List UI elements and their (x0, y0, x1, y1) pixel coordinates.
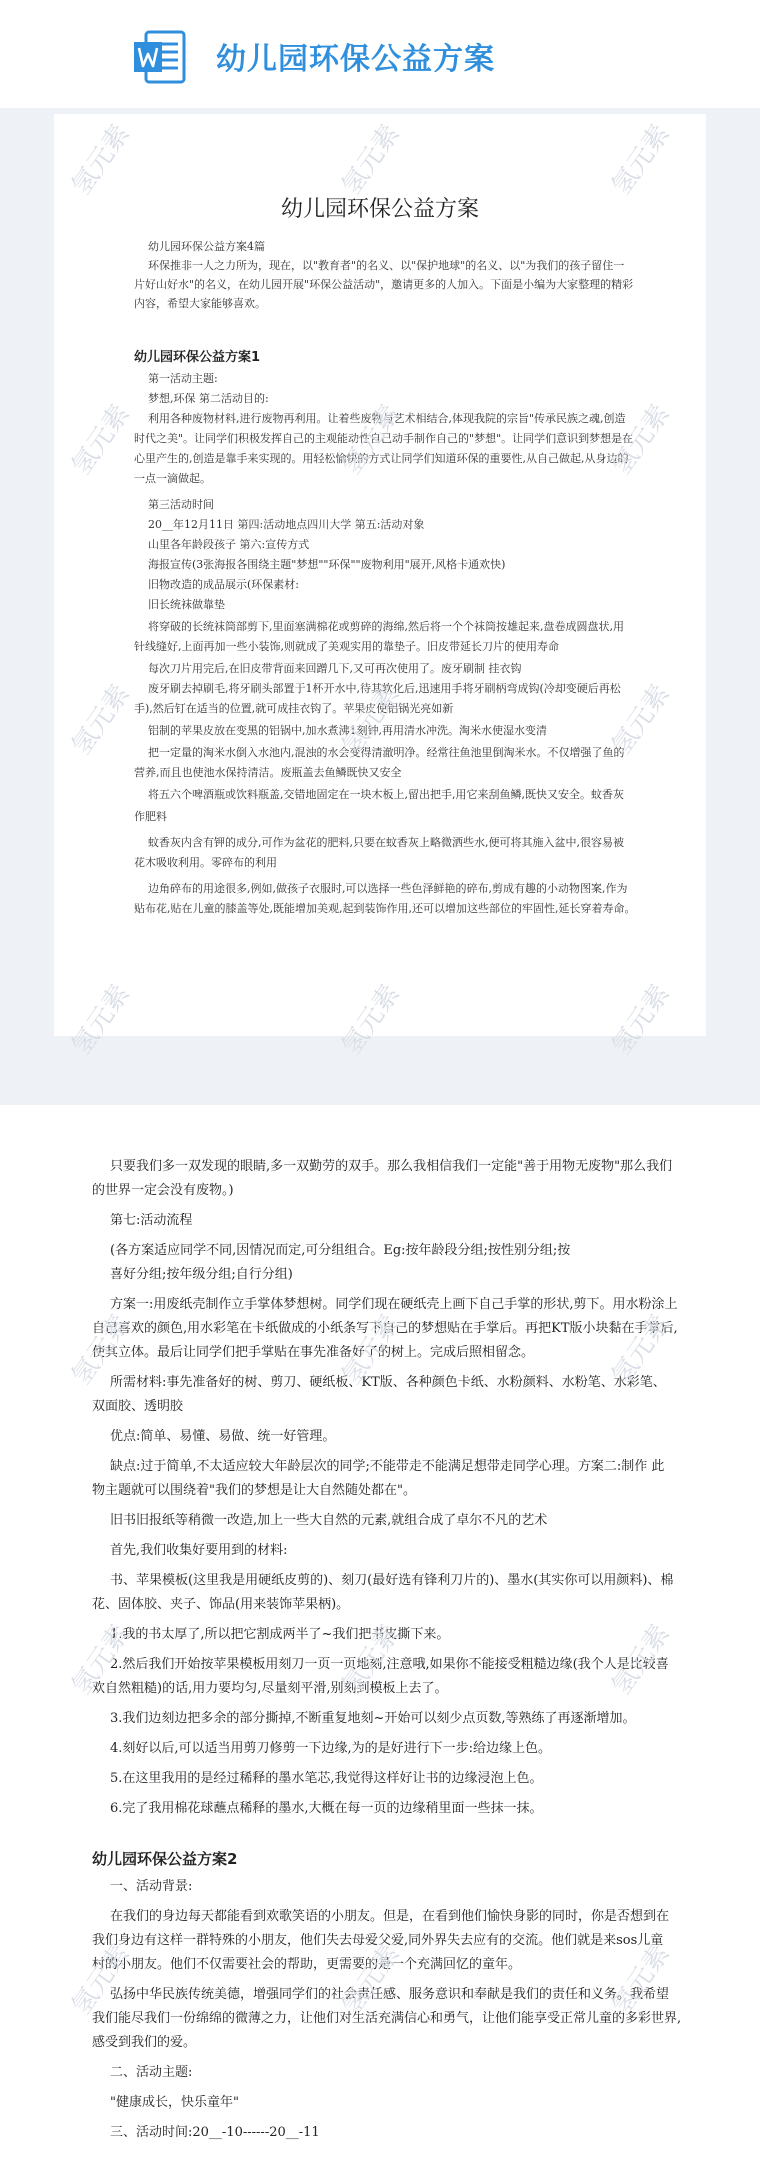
watermark-text: 氢元素 (336, 119, 406, 201)
doc-line: 把一定量的淘米水倒入水池内,混浊的水会变得清澈明净。经常往鱼池里倒淘米水。不仅增强了鱼的 (148, 746, 625, 759)
watermark-text: 氢元素 (336, 1619, 406, 1701)
word-document-icon (132, 30, 188, 86)
doc-line: 贴布花,贴在儿童的膝盖等处,既能增加美观,起到装饰作用,还可以增加这些部位的牢固性,延长穿着寿命。 (134, 902, 636, 915)
doc-line: 首先,我们收集好要用到的材料: (110, 1543, 288, 1558)
doc-line: 5.在这里我用的是经过稀释的墨水笔芯,我觉得这样好让书的边缘浸泡上色。 (110, 1771, 543, 1786)
watermark-text: 氢元素 (606, 679, 676, 761)
doc-line: 花、固体胶、夹子、饰品(用来装饰苹果柄)。 (92, 1597, 350, 1612)
doc-line: 山里各年龄段孩子 第六:宣传方式 (148, 538, 310, 551)
doc-line: 6.完了我用棉花球蘸点稀释的墨水,大概在每一页的边缘稍里面一些抹一抹。 (110, 1801, 543, 1816)
doc-line: 边角碎布的用途很多,例如,做孩子衣服时,可以选择一些色泽鲜艳的碎布,剪成有趣的小动物图案,作为 (148, 882, 628, 895)
watermark-text: 氢元素 (336, 979, 406, 1061)
document-title: 幼儿园环保公益方案 (280, 197, 479, 222)
doc-line: 废牙刷去掉刷毛,将牙刷头部置于1杯开水中,待其软化后,迅速用手将牙刷柄弯成钩(冷却变硬后再松 (148, 682, 621, 695)
doc-line: 书、苹果模板(这里我是用硬纸皮剪的)、刻刀(最好选有锋利刀片的)、墨水(其实你可以用颜料)、棉 (110, 1573, 674, 1588)
doc-line: 心里产生的,创造是靠手来实现的。用轻松愉快的方式让同学们知道环保的重要性,从自己做起,从身边的 (134, 452, 629, 465)
banner (0, 0, 760, 108)
doc-line: 20__年12月11日 第四:活动地点四川大学 第五:活动对象 (148, 518, 425, 531)
watermark-text: 氢元素 (336, 399, 406, 481)
doc-line: 二、活动主题: (110, 2065, 193, 2080)
doc-line: 一点一滴做起。 (134, 472, 211, 485)
watermark-text: 氢元素 (66, 1309, 136, 1391)
doc-line: 我们能尽我们一份绵绵的微薄之力，让他们对生活充满信心和勇气，让他们能享受正常儿童的多彩世界, (92, 2011, 682, 2026)
section-heading: 幼儿园环保公益方案1 (134, 350, 261, 365)
doc-line: 在我们的身边每天都能看到欢歌笑语的小朋友。但是，在看到他们愉快身影的同时，你是否想到在 (110, 1909, 670, 1924)
doc-line: 2.然后我们开始按苹果模板用刻刀一页一页地刻,注意哦,如果你不能接受粗糙边缘(我个人是比较喜 (110, 1657, 669, 1672)
doc-line: "健康成长，快乐童年" (110, 2095, 239, 2110)
doc-line: 感受到我们的爱。 (92, 2035, 197, 2050)
doc-line: 海报宣传(3张海报各围绕主题"梦想""环保""废物利用"展开,风格卡通欢快) (148, 558, 506, 571)
doc-line: 缺点:过于简单,不太适应较大年龄层次的同学;不能带走不能满足想带走同学心理。方案二:制作 此 (110, 1459, 665, 1474)
doc-line: 片好山好水"的名义，在幼儿园开展"环保公益活动"，邀请更多的人加入。下面是小编为大家整理的精彩 (134, 278, 634, 291)
doc-line: 手),然后钉在适当的位置,就可成挂衣钩了。苹果皮使铝锅光亮如新 (134, 702, 454, 715)
watermark-text: 氢元素 (336, 679, 406, 761)
watermark-text: 氢元素 (66, 679, 136, 761)
doc-line: 营养,而且也使池水保持清洁。废瓶盖去鱼鳞既快又安全 (134, 766, 402, 779)
doc-line: 利用各种废物材料,进行废物再利用。让着些废物与艺术相结合,体现我院的宗旨"传承民族之魂,创造 (148, 412, 626, 425)
section-heading: 幼儿园环保公益方案2 (92, 1850, 238, 1868)
watermark-text: 氢元素 (66, 1939, 136, 2021)
watermark-text: 氢元素 (606, 1619, 676, 1701)
doc-line: 作肥料 (134, 810, 167, 823)
doc-line: 3.我们边刻边把多余的部分撕掉,不断重复地刻~开始可以刻少点页数,等熟练了再逐渐增加。 (110, 1711, 636, 1726)
doc-line: 时代之美"。让同学们积极发挥自己的主观能动性自己动手制作自己的"梦想"。让同学们意识到梦想是在 (134, 432, 634, 445)
doc-line: 4.刻好以后,可以适当用剪刀修剪一下边缘,为的是好进行下一步:给边缘上色。 (110, 1741, 552, 1756)
doc-line: 旧物改造的成品展示(环保素材: (148, 578, 299, 591)
doc-line: 每次刀片用完后,在旧皮带背面来回蹭几下,又可再次使用了。废牙刷制 挂衣钩 (148, 662, 522, 675)
watermark-text: 氢元素 (606, 979, 676, 1061)
doc-line: 环保推非一人之力所为，现在，以"教育者"的名义、以"保护地球"的名义、以"为我们的孩子留住一 (148, 259, 625, 272)
doc-line: 幼儿园环保公益方案4篇 (148, 240, 265, 253)
doc-line: 1.我的书太厚了,所以把它割成两半了~我们把书皮撕下来。 (110, 1627, 450, 1642)
doc-line: 自己喜欢的颜色,用水彩笔在卡纸做成的小纸条写下自己的梦想贴在手掌后。再把KT版小块黏在手掌后, (92, 1321, 678, 1336)
doc-line: 使其立体。最后让同学们把手掌贴在事先准备好了的树上。完成后照相留念。 (92, 1345, 535, 1360)
watermark-text: 氢元素 (66, 979, 136, 1061)
doc-line: 第一活动主题: (148, 372, 218, 385)
doc-line: 三、活动时间:20__-10------20__-11 (110, 2125, 320, 2140)
doc-line: 内容，希望大家能够喜欢。 (134, 297, 266, 310)
doc-line: 将五六个啤酒瓶或饮料瓶盖,交错地固定在一块木板上,留出把手,用它来刮鱼鳞,既快又安全。蚊香灰 (148, 788, 624, 801)
doc-line: 欢自然粗糙)的话,用力要均匀,尽量刻平滑,别刻到模板上去了。 (92, 1681, 448, 1696)
doc-line: 喜好分组;按年级分组;自行分组) (110, 1267, 293, 1282)
doc-line: 旧长统袜做靠垫 (148, 598, 225, 611)
watermark-text: 氢元素 (336, 1939, 406, 2021)
watermark-text: 氢元素 (606, 1309, 676, 1391)
doc-line: 旧书旧报纸等稍微一改造,加上一些大自然的元素,就组合成了卓尔不凡的艺术 (110, 1513, 548, 1528)
doc-line: 蚊香灰内含有钾的成分,可作为盆花的肥料,只要在蚊香灰上略微洒些水,便可将其施入盆中,很容易被 (148, 836, 624, 849)
doc-line: 我们身边有这样一群特殊的小朋友，他们失去母爱父爱,同外界失去应有的交流。他们就是来sos儿童 (92, 1933, 664, 1948)
watermark-text: 氢元素 (66, 399, 136, 481)
doc-line: 将穿破的长统袜筒部剪下,里面塞满棉花或剪碎的海绵,然后将一个个袜筒按雄起来,盘卷成圆盘状,用 (148, 620, 624, 633)
doc-line: 第七:活动流程 (110, 1213, 193, 1228)
document-page-1 (54, 114, 706, 1036)
doc-line: 优点:简单、易懂、易做、统一好管理。 (110, 1429, 336, 1444)
doc-line: 梦想,环保 第二活动目的: (148, 392, 269, 405)
doc-line: 所需材料:事先准备好的树、剪刀、硬纸板、KT版、各种颜色卡纸、水粉颜料、水粉笔、水彩笔、 (110, 1375, 666, 1390)
doc-line: 村的小朋友。他们不仅需要社会的帮助，更需要的是一个充满回忆的童年。 (92, 1957, 522, 1972)
doc-line: 方案一:用废纸壳制作立手掌体梦想树。同学们现在硬纸壳上画下自己手掌的形状,剪下。用水粉涂上 (110, 1297, 678, 1312)
watermark-text: 氢元素 (606, 119, 676, 201)
doc-line: 针线缝好,上面再加一些小装饰,则就成了美观实用的靠垫子。旧皮带延长刀片的使用寿命 (134, 640, 559, 653)
banner-title: 幼儿园环保公益方案 (216, 42, 495, 77)
doc-line: 弘扬中华民族传统美德，增强同学们的社会责任感、服务意识和奉献是我们的责任和义务。我希望 (110, 1987, 670, 2002)
doc-line: 双面胶、透明胶 (92, 1399, 184, 1414)
watermark-text: 氢元素 (66, 119, 136, 201)
watermark-text: 氢元素 (606, 1939, 676, 2021)
doc-line: 一、活动背景: (110, 1879, 193, 1894)
watermark-text: 氢元素 (606, 399, 676, 481)
doc-line: 第三活动时间 (148, 498, 214, 511)
doc-line: 的世界一定会没有废物。) (92, 1183, 234, 1198)
doc-line: 花木吸收利用。零碎布的利用 (134, 856, 277, 869)
doc-line: 铝制的苹果皮放在变黑的铝锅中,加水煮沸1刻钟,再用清水冲洗。淘米水使湿水变清 (148, 724, 547, 737)
doc-line: 只要我们多一双发现的眼睛,多一双勤劳的双手。那么我相信我们一定能"善于用物无废物"那么我们 (110, 1159, 673, 1174)
watermark-text: 氢元素 (336, 1309, 406, 1391)
doc-line: (各方案适应同学不同,因情况而定,可分组组合。Eg:按年龄段分组;按性别分组;按 (110, 1243, 571, 1258)
doc-line: 物主题就可以围绕着"我们的梦想是让大自然随处都在"。 (92, 1483, 416, 1498)
watermark-text: 氢元素 (66, 1619, 136, 1701)
